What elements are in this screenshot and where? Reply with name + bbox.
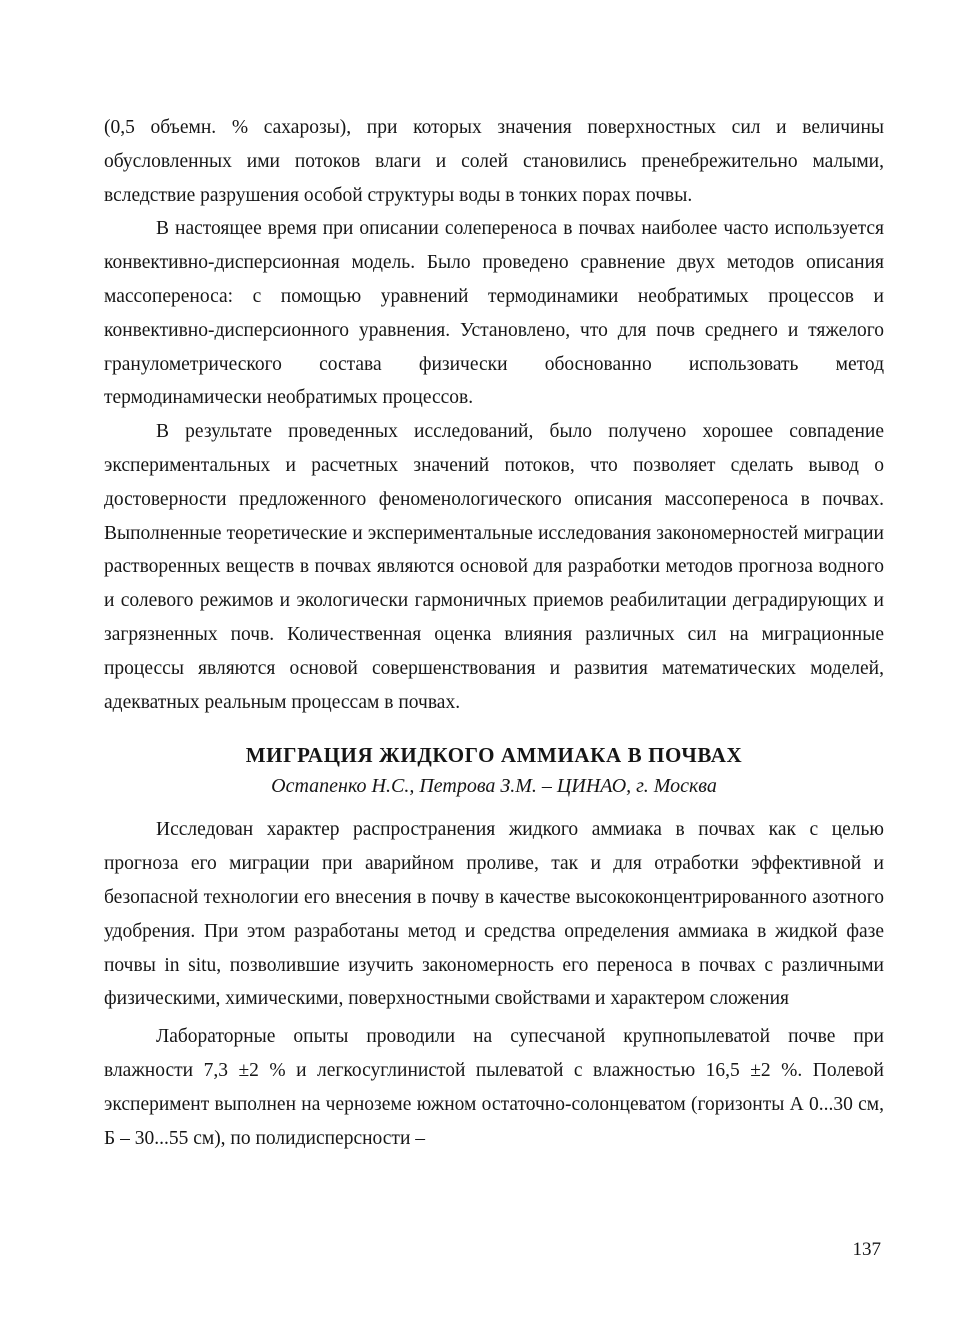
page-body [104,111,884,1155]
paragraph-continuation: (0,5 объемн. % сахарозы), при которых значения поверхностных сил и величины обусловленных ими потоков влаги и солей становились пренебрежительно малыми, вследствие разрушения особой структуры воды в тонких порах почвы. [104,117,884,206]
page-number: 137 [852,1239,881,1260]
paragraph-results: В результате проведенных исследований, было получено хорошее совпадение экспериментальных и расчетных значений потоков, что позволяет сделать вывод о достоверности предложенного феноменологического описания массопереноса в почвах. Выполненные теоретические и экспериментальные исследования закономерностей миграции растворенных веществ в почвах являются основой для разработки методов прогноза водного и солевого режимов и экологически гармоничных приемов реабилитации деградирующих и загрязненных почв. Количественная оценка влияния различных сил на миграционные процессы являются основой совершенствования и развития математических моделей, адекватных реальным процессам в почвах. [104,421,884,713]
paragraph-ammonia-study: Исследован характер распространения жидкого аммиака в почвах как с целью прогноза его миграции при аварийном проливе, так и для отработки эффективной и безопасной технологии его внесения в почву в качестве высококонцентрированного азотного удобрения. При этом разработаны метод и средства определения аммиака в жидкой фазе почвы in situ, позволившие изучить закономерность его переноса в почвах с различными физическими, химическими, поверхностными свойствами и характером сложения [104,819,884,1010]
paragraph-lab-experiments: Лабораторные опыты проводили на супесчаной крупнопылеватой почве при влажности 7,3 ±2 % и легкосуглинистой пылеватой с влажностью 16,5 ±2 %. Полевой эксперимент выполнен на черноземе южном остаточно-солонцеватом (горизонты А 0...30 см, Б – 30...55 см), по полидисперсности – [104,1026,884,1149]
section-title: МИГРАЦИЯ ЖИДКОГО АММИАКА В ПОЧВАХ [245,743,743,768]
paragraph-solute-transport-model: В настоящее время при описании солепереноса в почвах наиболее часто используется конвективно-дисперсионная модель. Было проведено сравнение двух методов описания массопереноса: с помощью уравнений термодинамики необратимых процессов и конвективно-дисперсионного уравнения. Установлено, что для почв среднего и тяжелого гранулометрического состава физически обоснованно использовать метод термодинамически необратимых процессов. [104,218,884,409]
section-authors: Остапенко Н.С., Петрова З.М. – ЦИНАО, г. Москва [271,775,717,798]
